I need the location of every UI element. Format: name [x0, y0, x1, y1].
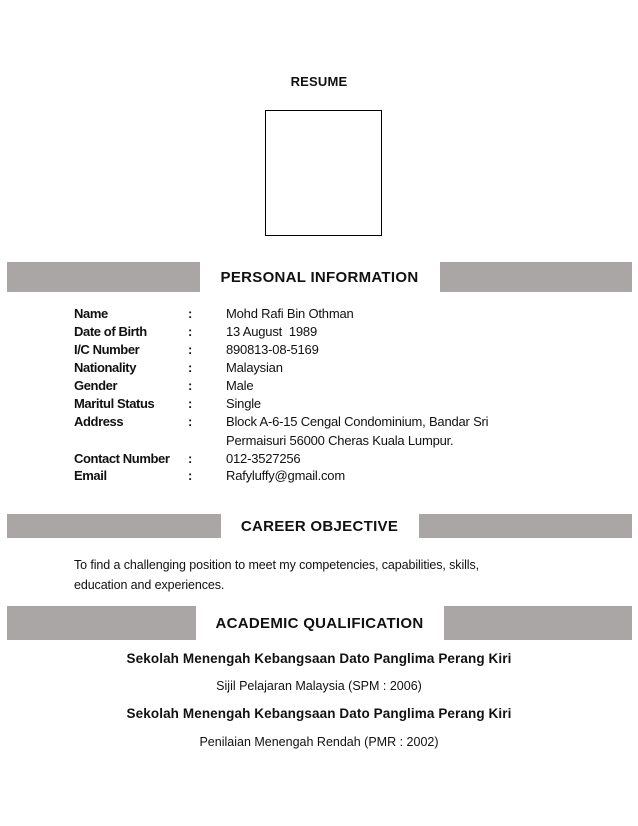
info-row-contact-number	[74, 450, 574, 468]
info-separator: :	[188, 360, 193, 375]
info-value: 13 August 1989	[226, 324, 317, 339]
info-row-address-line2	[74, 432, 574, 450]
info-separator: :	[188, 342, 193, 357]
info-row-nationality	[74, 359, 574, 377]
info-separator: :	[188, 414, 193, 429]
info-value: Block A-6-15 Cengal Condominium, Bandar Sri	[226, 414, 489, 429]
section-header-academic	[7, 606, 632, 640]
career-objective-line: To find a challenging position to meet my competencies, capabilities, skills,	[74, 558, 480, 572]
info-separator: :	[188, 451, 193, 466]
info-row-gender	[74, 377, 574, 395]
career-objective-line: education and experiences.	[74, 578, 225, 592]
info-value: 012-3527256	[226, 451, 301, 466]
info-value: 890813-08-5169	[226, 342, 319, 357]
info-value: Male	[226, 378, 254, 393]
school-name: Sekolah Menengah Kebangsaan Dato Panglima Perang Kiri	[126, 651, 512, 666]
info-row-marital-status	[74, 395, 574, 413]
section-header-personal	[7, 262, 632, 292]
school-name: Sekolah Menengah Kebangsaan Dato Panglima Perang Kiri	[126, 706, 512, 721]
info-label: Nationality	[74, 360, 137, 375]
info-row-ic-number	[74, 341, 574, 359]
certificate: Sijil Pelajaran Malaysia (SPM : 2006)	[216, 679, 422, 693]
info-label: Maritul Status	[74, 396, 155, 411]
info-label: Contact Number	[74, 451, 170, 466]
info-label: Gender	[74, 378, 118, 393]
info-value: Malaysian	[226, 360, 283, 375]
section-title-personal: PERSONAL INFORMATION	[200, 262, 440, 292]
info-value: Single	[226, 396, 261, 411]
info-separator: :	[188, 306, 193, 321]
info-value: Mohd Rafi Bin Othman	[226, 306, 354, 321]
photo-placeholder	[265, 110, 382, 236]
info-row-date-of-birth	[74, 323, 574, 341]
info-label: Name	[74, 306, 108, 321]
resume-title: RESUME	[290, 74, 348, 89]
info-label: Date of Birth	[74, 324, 147, 339]
section-title-career: CAREER OBJECTIVE	[221, 514, 419, 538]
info-label: I/C Number	[74, 342, 140, 357]
section-title-academic: ACADEMIC QUALIFICATION	[196, 606, 444, 640]
info-row-email	[74, 467, 574, 485]
info-value: Rafyluffy@gmail.com	[226, 468, 345, 483]
info-row-name	[74, 305, 574, 323]
info-value: Permaisuri 56000 Cheras Kuala Lumpur.	[226, 433, 454, 448]
info-label: Email	[74, 468, 107, 483]
info-separator: :	[188, 324, 193, 339]
info-label: Address	[74, 414, 124, 429]
info-separator: :	[188, 378, 193, 393]
info-row-address	[74, 413, 574, 431]
section-header-career	[7, 514, 632, 538]
career-objective-text	[74, 555, 544, 595]
info-separator: :	[188, 468, 193, 483]
certificate: Penilaian Menengah Rendah (PMR : 2002)	[199, 735, 439, 749]
info-separator: :	[188, 396, 193, 411]
